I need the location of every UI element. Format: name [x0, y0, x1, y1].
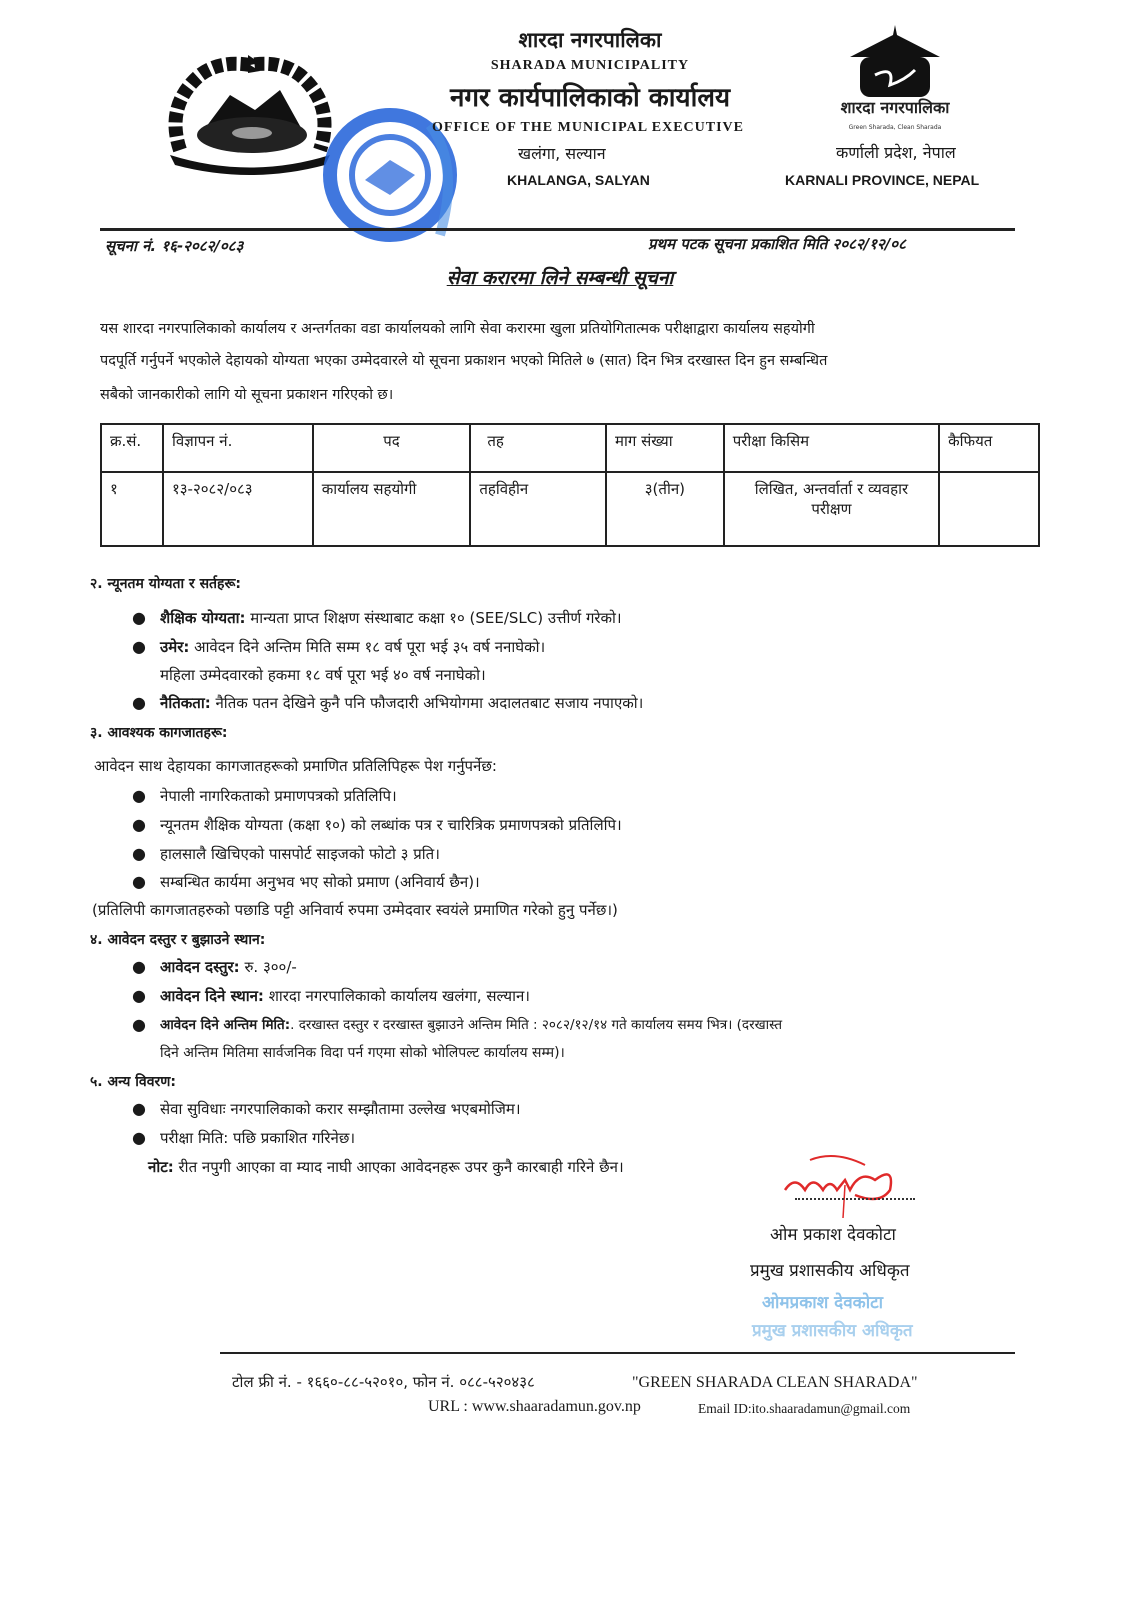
col-remarks: कैफियत [939, 424, 1039, 472]
province-en: KARNALI PROVINCE, NEPAL [785, 172, 980, 188]
item-text: सम्बन्धित कार्यमा अनुभव भए सोको प्रमाण (अनिवार्य छैन)। [160, 873, 480, 891]
sharada-municipality-logo [835, 25, 955, 135]
notice-title: सेवा करारमा लिने सम्बन्धी सूचना [446, 267, 674, 289]
office-name-en: OFFICE OF THE MUNICIPAL EXECUTIVE [432, 120, 744, 135]
col-serial: क्र.सं. [101, 424, 163, 472]
table-header-row [101, 424, 1039, 472]
col-level: तह [470, 424, 606, 472]
col-post: पद [313, 424, 471, 472]
list-item [132, 1099, 521, 1119]
cell-exam-type: लिखित, अन्तर्वार्ता र व्यवहार परीक्षण [724, 472, 939, 546]
item-text: हालसालै खिचिएको पासपोर्ट साइजको फोटो ३ प्रति। [160, 845, 440, 863]
bullet-icon: ● [132, 1128, 146, 1147]
bullet-icon: ● [132, 1015, 146, 1034]
location-np: खलंगा, सल्यान [518, 144, 606, 163]
item-label: आवेदन दिने अन्तिम मिति: [160, 1017, 291, 1033]
bullet-icon: ● [132, 986, 146, 1005]
signature-mark [775, 1150, 905, 1220]
list-item [132, 1128, 356, 1148]
nepal-emblem-logo [160, 55, 340, 175]
faded-name-stamp: ओमप्रकाश देवकोटा [762, 1293, 884, 1313]
faded-title-stamp: प्रमुख प्रशासकीय अधिकृत [752, 1321, 913, 1341]
list-item-continuation: महिला उम्मेदवारको हकमा १८ वर्ष पूरा भई ४० वर्ष ननाघेको। [160, 666, 486, 684]
bullet-icon: ● [132, 1099, 146, 1118]
item-text: शारदा नगरपालिकाको कार्यालय खलंगा, सल्यान। [263, 987, 530, 1005]
bullet-icon: ● [132, 815, 146, 834]
item-text: रु. ३००/- [239, 958, 297, 976]
notice-number: सूचना नं. १६-२०८२/०८३ [105, 237, 244, 255]
section-3-lead: आवेदन साथ देहायका कागजातहरूको प्रमाणित प्रतिलिपिहरू पेश गर्नुपर्नेछ: [94, 757, 497, 775]
col-ad-number: विज्ञापन नं. [163, 424, 313, 472]
bullet-icon: ● [132, 872, 146, 891]
cell-serial: १ [101, 472, 163, 546]
bullet-icon: ● [132, 693, 146, 712]
section-3-note: (प्रतिलिपी कागजातहरुको पछाडि पट्टी अनिवार्य रुपमा उम्मेदवार स्वयंले प्रमाणित गरेको हुनु पर्नेछ।) [92, 901, 618, 919]
section-3-heading: ३. आवश्यक कागजातहरू: [90, 725, 228, 741]
item-label: नैतिकता: [160, 694, 211, 712]
item-label: शैक्षिक योग्यता: [160, 609, 246, 627]
item-label: आवेदन दस्तुर: [160, 958, 240, 976]
published-date: प्रथम पटक सूचना प्रकाशित मिति २०८२/१२/०८ [648, 235, 906, 253]
cell-demand: ३(तीन) [606, 472, 724, 546]
col-exam-type: परीक्षा किसिम [724, 424, 939, 472]
table-row [101, 472, 1039, 546]
list-item-continuation: दिने अन्तिम मितिमा सार्वजनिक विदा पर्न गएमा सोको भोलिपल्ट कार्यालय सम्म)। [160, 1045, 565, 1061]
list-item [132, 986, 530, 1006]
footer-email: Email ID:ito.shaaradamun@gmail.com [698, 1401, 911, 1416]
footnote [148, 1157, 624, 1177]
vacancy-table [100, 423, 1040, 547]
province-np: कर्णाली प्रदेश, नेपाल [836, 143, 956, 162]
signature-line [795, 1198, 915, 1200]
item-text: नेपाली नागरिकताको प्रमाणपत्रको प्रतिलिपि। [160, 787, 397, 805]
item-text: न्यूनतम शैक्षिक योग्यता (कक्षा १०) को लब्धांक पत्र र चारित्रिक प्रमाणपत्रको प्रतिलिपि। [160, 816, 622, 834]
bullet-icon: ● [132, 786, 146, 805]
intro-line: सबैको जानकारीको लागि यो सूचना प्रकाशन गरिएको छ। [100, 387, 394, 403]
cell-post: कार्यालय सहयोगी [313, 472, 471, 546]
item-label: उमेर: [160, 638, 190, 656]
section-2-heading: २. न्यूनतम योग्यता र सर्तहरू: [90, 576, 241, 592]
municipality-name-en: SHARADA MUNICIPALITY [490, 58, 690, 73]
item-label: आवेदन दिने स्थान: [160, 987, 264, 1005]
footer-divider [220, 1352, 1015, 1354]
note-label: नोट: [148, 1158, 174, 1176]
col-demand: माग संख्या [606, 424, 724, 472]
logo-motto: Green Sharada, Clean Sharada [848, 124, 942, 131]
bullet-icon: ● [132, 844, 146, 863]
signatory-title: प्रमुख प्रशासकीय अधिकृत [750, 1261, 910, 1281]
list-item [132, 957, 297, 977]
list-item [132, 608, 622, 628]
cell-ad-number: १३-२०८२/०८३ [163, 472, 313, 546]
municipality-name-np: शारदा नगरपालिका [518, 28, 662, 52]
footer-url: URL : www.shaaradamun.gov.np [428, 1398, 641, 1415]
list-item [132, 693, 644, 713]
header-divider [100, 228, 1015, 231]
item-text: नैतिक पतन देखिने कुनै पनि फौजदारी अभियोगमा अदालतबाट सजाय नपाएको। [210, 694, 644, 712]
item-text: मान्यता प्राप्त शिक्षण संस्थाबाट कक्षा १० (SEE/SLC) उत्तीर्ण गरेको। [245, 609, 622, 627]
footer-slogan: "GREEN SHARADA CLEAN SHARADA" [632, 1374, 918, 1391]
list-item [132, 844, 440, 864]
item-text: सेवा सुविधाः नगरपालिकाको करार सम्झौतामा उल्लेख भएबमोजिम। [160, 1100, 521, 1118]
footer-phones: टोल फ्री नं. - १६६०-८८-५२०१०, फोन नं. ०८८-५२०४३८ [232, 1373, 535, 1391]
list-item [132, 786, 397, 806]
intro-line: पदपूर्ति गर्नुपर्ने भएकोले देहायको योग्यता भएका उम्मेदवारले यो सूचना प्रकाशन भएको मितिले ७ (सात) दिन भित्र दरखास्त दिन हुन सम्बन्धित [100, 353, 828, 369]
list-item [132, 637, 546, 657]
bullet-icon: ● [132, 608, 146, 627]
list-item [132, 815, 622, 835]
item-text: परीक्षा मिति: पछि प्रकाशित गरिनेछ। [160, 1129, 356, 1147]
location-en: KHALANGA, SALYAN [507, 172, 650, 188]
note-text: रीत नपुगी आएका वा म्याद नाघी आएका आवेदनहरू उपर कुनै कारबाही गरिने छैन। [173, 1158, 624, 1176]
section-5-heading: ५. अन्य विवरण: [90, 1074, 176, 1090]
logo-text: शारदा नगरपालिका [840, 98, 950, 117]
item-text: . दरखास्त दस्तुर र दरखास्त बुझाउने अन्तिम मिति : २०८२/१२/१४ गते कार्यालय समय भित्र। (दरखास्त [290, 1017, 783, 1033]
intro-line: यस शारदा नगरपालिकाको कार्यालय र अन्तर्गतका वडा कार्यालयको लागि सेवा करारमा खुला प्रतियोगितात्मक परीक्षाद्वारा कार्यालय सहयोगी [100, 321, 815, 337]
list-item [132, 1015, 783, 1034]
item-text: आवेदन दिने अन्तिम मिति सम्म १८ वर्ष पूरा भई ३५ वर्ष ननाघेको। [189, 638, 546, 656]
cell-remarks [939, 472, 1039, 546]
bullet-icon: ● [132, 637, 146, 656]
cell-level: तहविहीन [470, 472, 606, 546]
section-4-heading: ४. आवेदन दस्तुर र बुझाउने स्थान: [90, 932, 266, 948]
list-item [132, 872, 480, 892]
office-name-np: नगर कार्यपालिकाको कार्यालय [449, 83, 731, 113]
signatory-name: ओम प्रकाश देवकोटा [770, 1225, 896, 1245]
bullet-icon: ● [132, 957, 146, 976]
